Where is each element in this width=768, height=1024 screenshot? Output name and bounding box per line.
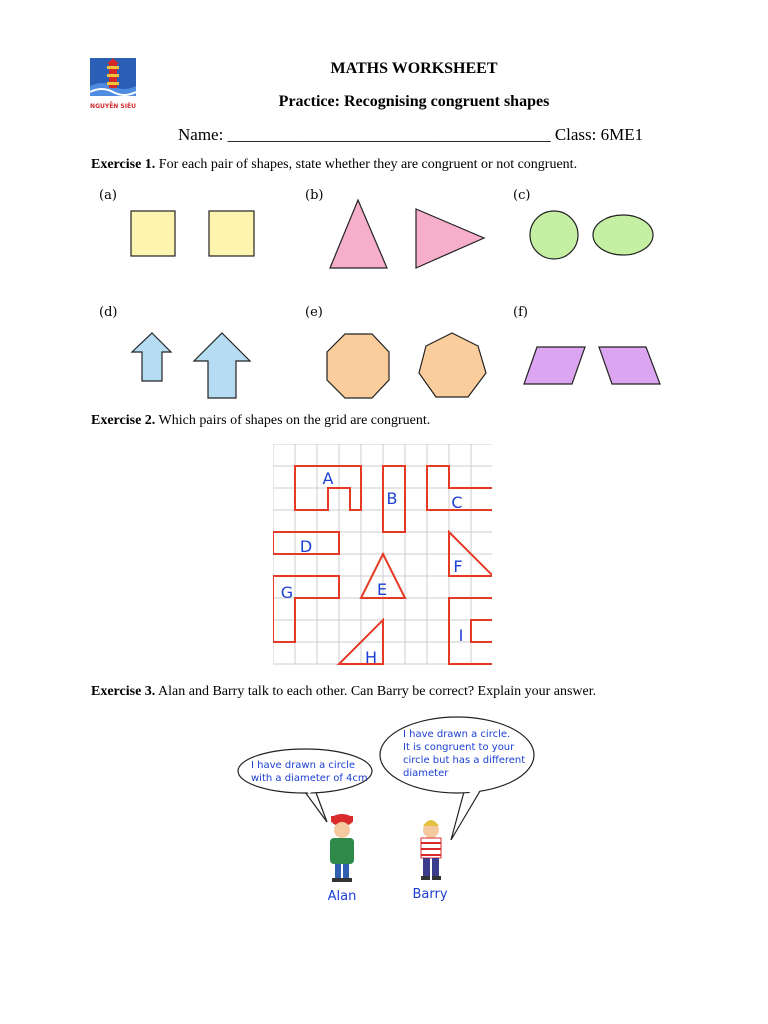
page-title: MATHS WORKSHEET [330,60,498,77]
part-c-label: (c) [513,188,531,203]
barry-name: Barry [412,887,448,902]
part-f-label: (f) [513,305,528,320]
part-a-label: (a) [99,188,117,203]
grid-label-f: F [453,557,463,576]
page-subtitle: Practice: Recognising congruent shapes [278,93,550,110]
exercise-3-text: Alan and Barry talk to each other. Can Barry be correct? Explain your answer. [158,684,597,699]
grid-label-h: H [364,648,378,667]
exercise-3-prompt [91,684,596,700]
grid-label-b: B [386,489,398,508]
barry-speech-line-1: I have drawn a circle. [403,729,511,740]
triangle-shape [330,200,387,268]
alan-speech-line-2: with a diameter of 4cm [251,773,368,784]
shape-grid [273,444,492,670]
class-label: Class: 6ME1 [554,125,644,144]
alan-speech-line-1: I have drawn a circle [251,760,356,771]
name-blank[interactable]: ______________________________________ [227,125,551,144]
large-arrow-shape [194,333,250,398]
barry-figure [421,820,441,880]
parallelogram-shape [524,347,585,384]
exercise-1-label: Exercise 1. [91,157,156,172]
square-shape [209,211,254,256]
octagon-shape [327,334,389,398]
grid-label-g: G [280,583,294,602]
exercise-1-text: For each pair of shapes, state whether they are congruent or not congruent. [158,157,578,172]
logo-text: NGUYỄN SIÊU [90,103,136,110]
barry-speech-bubble [380,717,534,840]
circle-shape [530,211,578,259]
small-arrow-shape [132,333,171,381]
exercise-1-shapes [0,0,768,400]
part-e-label: (e) [305,305,323,320]
grid-label-d: D [299,537,313,556]
alan-speech-bubble [238,749,372,822]
grid-label-e: E [376,580,388,599]
alan-name: Alan [327,889,357,904]
grid-label-a: A [322,469,334,488]
alan-figure [330,814,354,882]
exercise-2-prompt [91,413,430,429]
exercise-2-label: Exercise 2. [91,413,156,428]
exercise-2-text: Which pairs of shapes on the grid are congruent. [158,413,431,428]
exercise-3-label: Exercise 3. [91,684,156,699]
name-label: Name: [178,125,224,144]
grid-label-c: C [451,493,463,512]
triangle-shape [416,209,484,268]
barry-speech-line-4: diameter [403,768,449,779]
alan-barry-cartoon [235,710,540,906]
part-b-label: (b) [305,188,324,203]
part-d-label: (d) [99,305,118,320]
oval-shape [593,215,653,255]
heptagon-shape [419,333,486,397]
square-shape [131,211,175,256]
grid-label-i: I [458,626,464,645]
barry-speech-line-3: circle but has a different [403,755,526,766]
barry-speech-line-2: It is congruent to your [403,742,515,753]
parallelogram-shape [599,347,660,384]
